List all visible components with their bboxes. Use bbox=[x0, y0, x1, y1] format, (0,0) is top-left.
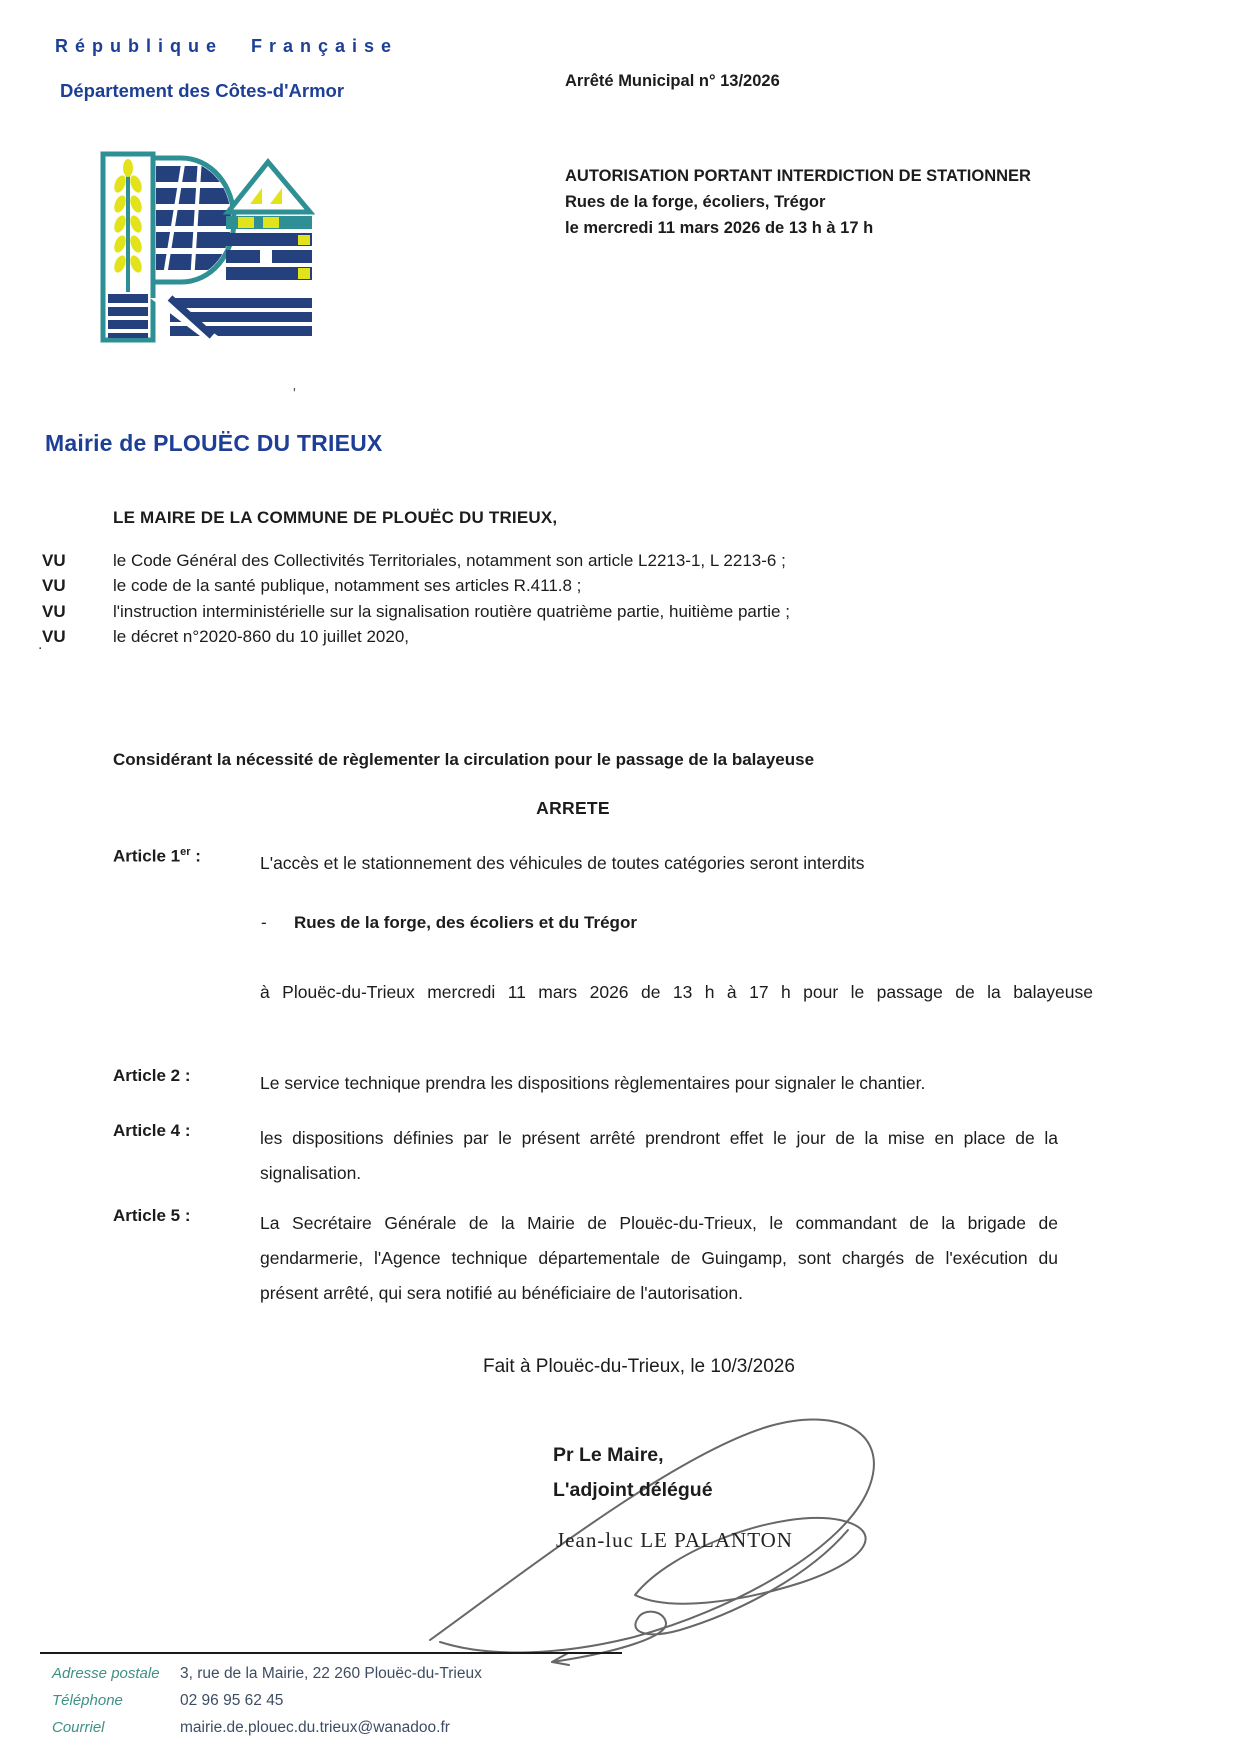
article-1-paragraph: à Plouëc-du-Trieux mercredi 11 mars 2026 de 13 h à 17 h pour le passage de la balayeuse bbox=[260, 982, 1093, 1002]
republique-heading: République Française bbox=[55, 36, 399, 56]
subject-line-2: Rues de la forge, écoliers, Trégor bbox=[565, 193, 826, 211]
vu-text: le code de la santé publique, notamment ses articles R.411.8 ; bbox=[113, 576, 582, 596]
article-2-label-text: Article 2 bbox=[113, 1066, 181, 1085]
article-5-label-colon: : bbox=[180, 1206, 191, 1225]
vu-label: VU bbox=[42, 551, 66, 570]
article-4-label-text: Article 4 bbox=[113, 1121, 181, 1140]
vu-label: VU bbox=[42, 627, 66, 647]
footer-contact-block bbox=[52, 1660, 482, 1741]
vu-row bbox=[42, 548, 790, 573]
departement-heading: Département des Côtes-d'Armor bbox=[60, 80, 345, 101]
footer-value-email: mairie.de.plouec.du.trieux@wanadoo.fr bbox=[180, 1719, 450, 1736]
signature-title-line-1: Pr Le Maire, bbox=[553, 1444, 664, 1466]
subject-line-1: AUTORISATION PORTANT INTERDICTION DE STATIONNER bbox=[565, 167, 1031, 185]
article-1-label-text: Article 1 bbox=[113, 846, 181, 866]
vu-block bbox=[42, 548, 790, 650]
article-2-label bbox=[113, 1066, 190, 1086]
article-5-label bbox=[113, 1206, 190, 1226]
vu-row bbox=[42, 573, 790, 598]
vu-text: le décret n°2020-860 du 10 juillet 2020, bbox=[113, 627, 410, 647]
mairie-title: Mairie de PLOUËC DU TRIEUX bbox=[45, 430, 383, 456]
bullet-dash: - bbox=[261, 913, 267, 932]
subject-line-3: le mercredi 11 mars 2026 de 13 h à 17 h bbox=[565, 219, 874, 237]
vu-row bbox=[42, 599, 790, 624]
arrete-number: Arrêté Municipal n° 13/2026 bbox=[565, 72, 780, 90]
footer-divider bbox=[40, 1652, 622, 1654]
footer-row-email bbox=[52, 1714, 482, 1741]
fait-line: Fait à Plouëc-du-Trieux, le 10/3/2026 bbox=[483, 1356, 795, 1377]
article-1-label-sup: er bbox=[180, 846, 191, 858]
article-2-text: Le service technique prendra les dispositions règlementaires pour signaler le chantier. bbox=[260, 1073, 926, 1093]
commune-logo-icon bbox=[100, 150, 315, 345]
article-4-text: les dispositions définies par le présent arrêté prendront effet le jour de la mise en place de la signalisation. bbox=[260, 1128, 1058, 1183]
signature-titles bbox=[553, 1438, 713, 1508]
article-1-label bbox=[113, 846, 201, 867]
vu-text: l'instruction interministérielle sur la signalisation routière quatrième partie, huitième partie ; bbox=[113, 601, 790, 621]
subject-block bbox=[565, 163, 1031, 241]
article-4-label-colon: : bbox=[180, 1121, 191, 1140]
article-5-text: La Secrétaire Générale de la Mairie de Plouëc-du-Trieux, le commandant de la brigade de gendarmerie, l'Agence technique départementale de Guingamp, sont chargés de l'exécution du présent arrêté, qui sera notifié au bénéficiaire de l'autorisation. bbox=[260, 1213, 1058, 1303]
scan-artifact-mark: ' bbox=[293, 385, 296, 402]
article-5-label-text: Article 5 bbox=[113, 1206, 181, 1225]
signature-title-line-2: L'adjoint délégué bbox=[553, 1479, 713, 1501]
arrete-heading: ARRETE bbox=[536, 798, 610, 818]
article-4-label bbox=[113, 1121, 190, 1141]
vu-label: VU bbox=[42, 576, 66, 596]
vu-text: le Code Général des Collectivités Territoriales, notamment son article L2213-1, L 2213-6 ; bbox=[113, 551, 786, 570]
considerant-line: Considérant la nécessité de règlementer la circulation pour le passage de la balayeuse bbox=[113, 750, 815, 769]
footer-label-email: Courriel bbox=[52, 1719, 105, 1736]
footer-label-phone: Téléphone bbox=[52, 1692, 123, 1709]
footer-value-phone: 02 96 95 62 45 bbox=[180, 1692, 284, 1709]
footer-row-phone bbox=[52, 1687, 482, 1714]
article-1-text: L'accès et le stationnement des véhicules de toutes catégories seront interdits bbox=[260, 853, 865, 873]
signatory-name: Jean-luc LE PALANTON bbox=[556, 1528, 793, 1552]
footer-value-address: 3, rue de la Mairie, 22 260 Plouëc-du-Trieux bbox=[180, 1665, 482, 1682]
vu-row bbox=[42, 624, 790, 649]
article-1-label-colon: : bbox=[190, 846, 201, 866]
scan-artifact-dot: . bbox=[38, 636, 43, 653]
opening-line: LE MAIRE DE LA COMMUNE DE PLOUËC DU TRIEUX, bbox=[113, 508, 558, 527]
footer-label-address: Adresse postale bbox=[52, 1665, 160, 1682]
article-1-bullet: Rues de la forge, des écoliers et du Trégor bbox=[294, 913, 637, 932]
vu-label: VU bbox=[42, 601, 66, 621]
footer-row-address bbox=[52, 1660, 482, 1687]
article-2-label-colon: : bbox=[180, 1066, 191, 1085]
